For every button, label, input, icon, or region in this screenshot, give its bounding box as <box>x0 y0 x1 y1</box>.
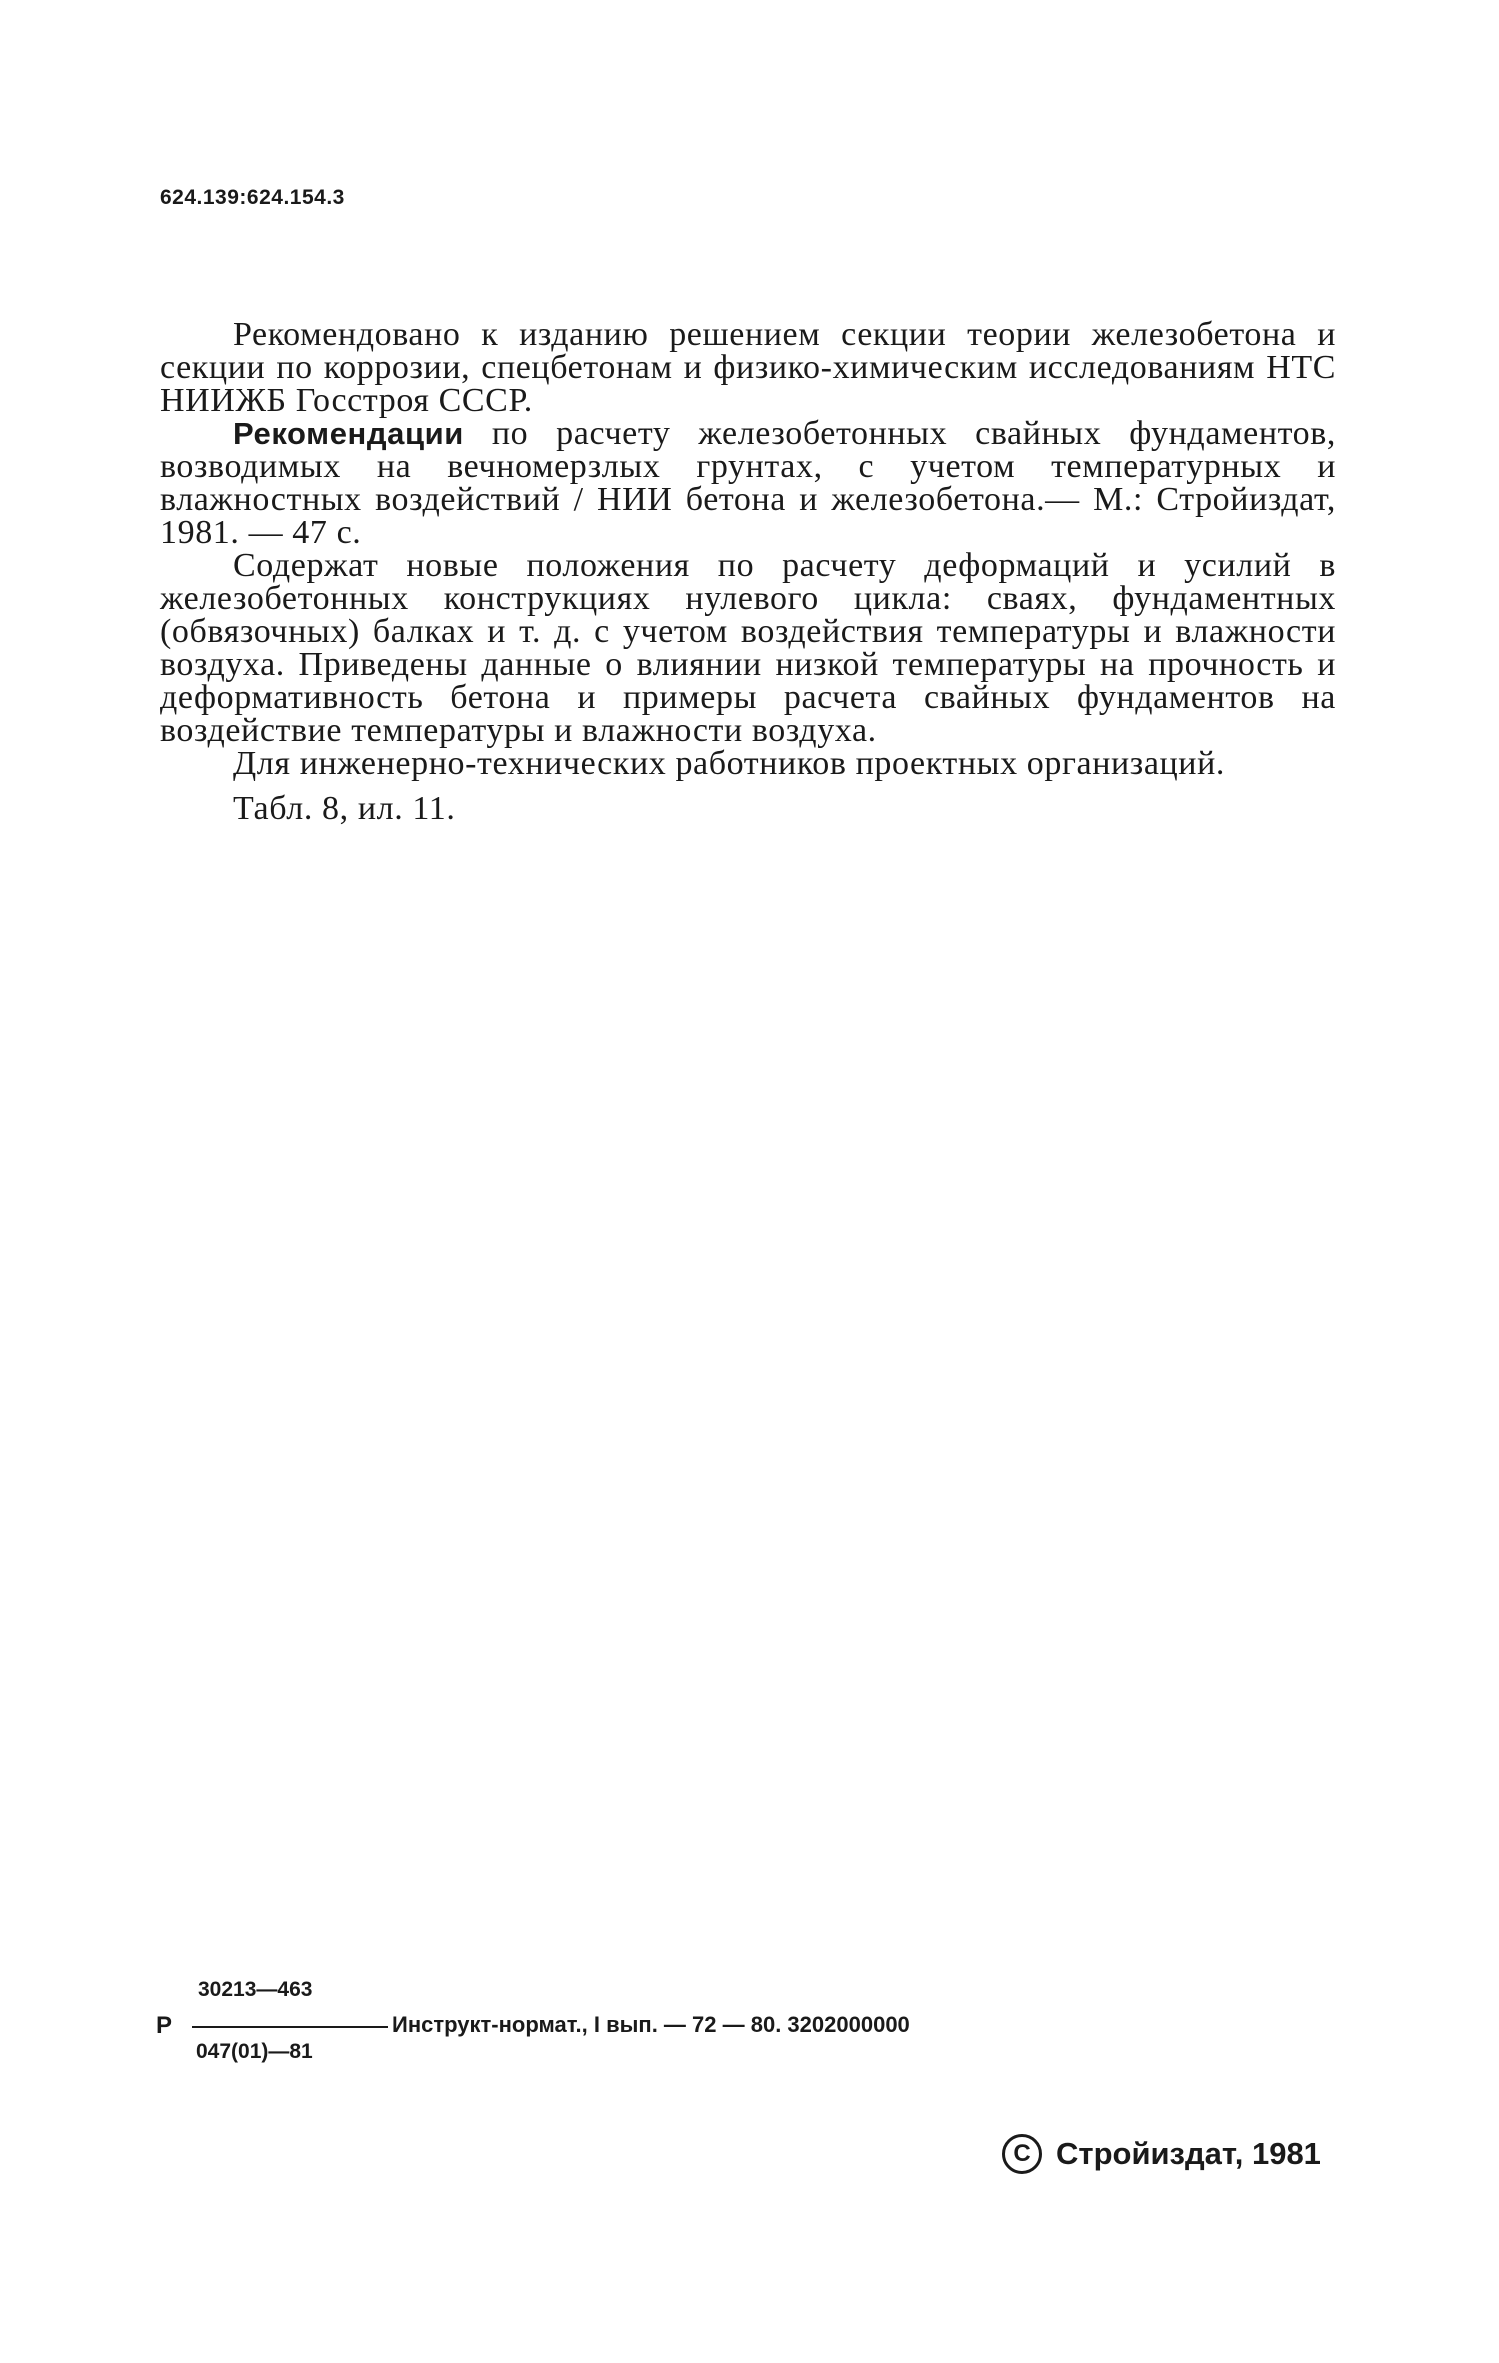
bibliographic-rest: по расчету железобетонных свайных фундаментов, возводимых на вечномерзлых грунтах, с учетом температурных и влажностных воздействий / НИИ бетона и железобетона.— М.: Стройиздат, 1981. — 47 с. <box>160 415 1336 551</box>
imprint-letter: Р <box>156 2012 173 2039</box>
fraction-rule <box>192 2026 388 2028</box>
copyright-line <box>1002 2134 1321 2174</box>
imprint-series: Инструкт-нормат., I вып. — 72 — 80. 3202000000 <box>392 2012 910 2037</box>
bibliographic-paragraph <box>160 417 1336 549</box>
abstract <box>160 318 1336 825</box>
copyright-icon: C <box>1002 2134 1042 2174</box>
approval-paragraph: Рекомендовано к изданию решением секции теории железобетона и секции по коррозии, спецбетонам и физико-химическим исследованиям НТС НИИЖБ Госстроя СССР. <box>160 316 1336 419</box>
imprint-block <box>156 1978 1156 2088</box>
bibliographic-lead: Рекомендации <box>233 416 464 451</box>
udc-code: 624.139:624.154.3 <box>160 186 345 209</box>
tables-count: Табл. 8, ил. 11. <box>233 790 456 827</box>
imprint-denominator: 047(01)—81 <box>196 2040 313 2063</box>
copyright-publisher: Стройиздат, 1981 <box>1056 2136 1321 2171</box>
content-paragraph: Содержат новые положения по расчету деформаций и усилий в железобетонных конструкциях нулевого цикла: сваях, фундаментных (обвязочных) балках и т. д. с учетом воздействия температуры и влажности воздуха. Приведены данные о влиянии низкой температуры на прочность и деформативность бетона и примеры расчета свайных фундаментов на воздействие температуры и влажности воздуха. <box>160 547 1336 749</box>
audience-paragraph: Для инженерно-технических работников проектных организаций. <box>233 745 1225 782</box>
imprint-numerator: 30213—463 <box>198 1978 313 2001</box>
